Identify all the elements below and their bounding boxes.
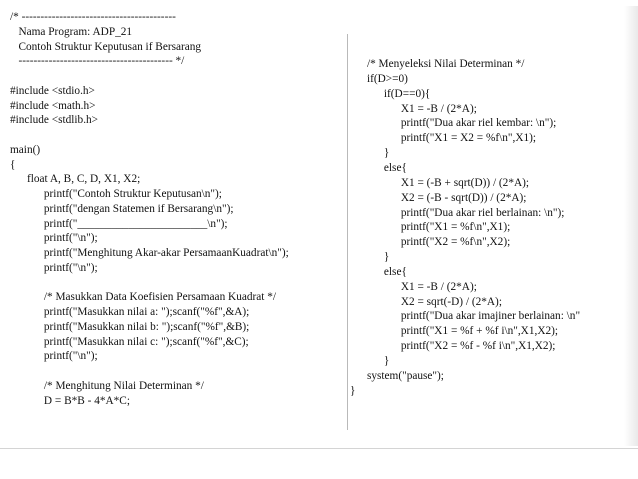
code-line: } bbox=[350, 384, 356, 397]
code-line: printf("X1 = %f + %f i\n",X1,X2); bbox=[350, 325, 559, 338]
footer-rule bbox=[0, 448, 638, 449]
code-line: Contoh Struktur Keputusan if Bersarang bbox=[10, 40, 202, 53]
code-line: if(D==0){ bbox=[350, 87, 431, 100]
code-line: ----------------------------------------- */ bbox=[10, 55, 185, 68]
code-line: /* ----------------------------------------- bbox=[10, 11, 176, 23]
code-line: /* Masukkan Data Koefisien Persamaan Kuadrat */ bbox=[10, 291, 277, 304]
code-line: printf("_______________________\n"); bbox=[10, 217, 228, 230]
code-line: X1 = -B / (2*A); bbox=[350, 280, 477, 293]
code-line: /* Menyeleksi Nilai Determinan */ bbox=[350, 58, 525, 70]
code-line: printf("Dua akar imajiner berlainan: \n" bbox=[350, 310, 581, 323]
code-line: printf("X1 = X2 = %f\n",X1); bbox=[350, 132, 537, 145]
code-line: #include <stdlib.h> bbox=[10, 114, 99, 127]
code-line: X2 = sqrt(-D) / (2*A); bbox=[350, 295, 502, 308]
code-line: } bbox=[350, 147, 390, 160]
code-line: else{ bbox=[350, 161, 407, 174]
code-line: printf("Masukkan nilai b: ");scanf("%f",&B); bbox=[10, 320, 250, 333]
code-line: printf("dengan Statemen if Bersarang\n"); bbox=[10, 202, 234, 215]
code-line: float A, B, C, D, X1, X2; bbox=[10, 173, 141, 186]
code-line: } bbox=[350, 251, 390, 264]
code-line: printf("Masukkan nilai c: ");scanf("%f",&C); bbox=[10, 335, 249, 348]
code-line: X1 = -B / (2*A); bbox=[350, 102, 477, 115]
code-line: printf("\n"); bbox=[10, 232, 98, 245]
code-line: { bbox=[10, 158, 16, 171]
code-line: printf("Dua akar riel kembar: \n"); bbox=[350, 117, 557, 130]
code-line: system("pause"); bbox=[350, 369, 444, 382]
code-line: main() bbox=[10, 143, 41, 156]
code-line: printf("Masukkan nilai a: ");scanf("%f",&A); bbox=[10, 306, 250, 318]
code-line: printf("X2 = %f - %f i\n",X1,X2); bbox=[350, 340, 556, 353]
code-line: X2 = (-B - sqrt(D)) / (2*A); bbox=[350, 191, 527, 204]
code-line: if(D>=0) bbox=[350, 72, 408, 85]
code-line: printf("X2 = %f\n",X2); bbox=[350, 236, 511, 249]
code-line: #include <stdio.h> bbox=[10, 84, 95, 97]
code-line: X1 = (-B + sqrt(D)) / (2*A); bbox=[350, 176, 530, 189]
code-line: /* Menghitung Nilai Determinan */ bbox=[10, 379, 204, 392]
code-line: } bbox=[350, 355, 390, 367]
code-line: printf("\n"); bbox=[10, 261, 98, 274]
code-line: printf("Menghitung Akar-akar PersamaanKuadrat\n"); bbox=[10, 247, 289, 259]
code-line: printf("X1 = %f\n",X1); bbox=[350, 221, 511, 234]
code-line: Nama Program: ADP_21 bbox=[10, 25, 133, 38]
code-line: printf("Contoh Struktur Keputusan\n"); bbox=[10, 188, 222, 200]
column-divider bbox=[347, 34, 348, 430]
code-line: #include <math.h> bbox=[10, 99, 96, 112]
slide-edge-shade bbox=[624, 6, 638, 446]
code-line: D = B*B - 4*A*C; bbox=[10, 394, 130, 407]
code-line: printf("\n"); bbox=[10, 350, 98, 363]
code-line: else{ bbox=[350, 265, 407, 278]
code-line: printf("Dua akar riel berlainan: \n"); bbox=[350, 206, 565, 219]
